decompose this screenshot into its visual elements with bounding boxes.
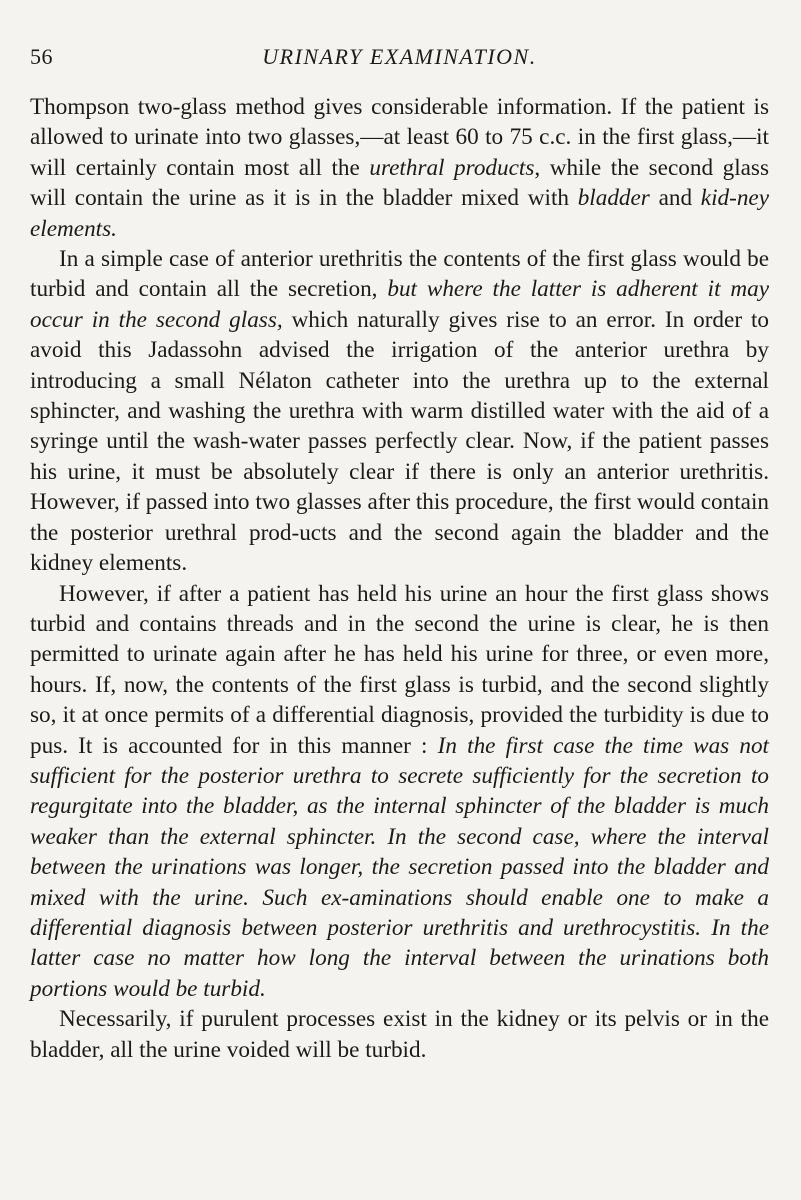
text-run: which naturally gives rise to an error. In order to avoid this Jadassohn advised the irrigation of the anterior urethra by introducing a small Nélaton catheter into the urethra up to the external sphincter, and washing the urethra with warm distilled water with the aid of a syringe until the wash-water passes perfectly clear. Now, if the patient passes his urine, it must be absolutely clear if there is only an anterior urethritis. However, if passed into two glasses after this procedure, the first would contain the posterior urethral prod-ucts and the second again the bladder and the kidney elements. bbox=[30, 306, 769, 577]
text-run: Thompson two-glass method gives considerable information. If the patient is allowed to urinate into two glasses,—at least 60 to 75 c.c. in the first glass,—it will certainly contain most all the bbox=[30, 94, 769, 181]
running-head bbox=[30, 44, 769, 78]
paragraph-4 bbox=[30, 1004, 769, 1065]
italic-run: In the first case the time was not sufficient for the posterior urethra to secrete sufficiently for the secretion to regurgitate into the bladder, as the internal sphincter of the bladder is much weaker than the external sphincter. In the second case, where the interval between the urinations was longer, the secretion passed into the bladder and mixed with the urine. Such ex-aminations should enable one to make a differential diagnosis between posterior urethritis and urethrocystitis. In the latter case no matter how long the interval between the urinations both portions would be turbid. bbox=[30, 732, 769, 1002]
text-run: However, if after a patient has held his urine an hour the first glass shows turbid and contains threads and in the second the urine is clear, he is then permitted to urinate again after he has held his urine for three, or even more, hours. If, now, the contents of the first glass is turbid, and the second slightly so, it at once permits of a differential diagnosis, provided the turbidity is due to pus. It is accounted for in this manner : bbox=[30, 580, 769, 759]
page-number: 56 bbox=[30, 44, 53, 69]
paragraph-3 bbox=[30, 579, 769, 1005]
text-run: and bbox=[649, 185, 701, 212]
italic-run: but where the latter is adherent it may occur in the second glass, bbox=[30, 276, 770, 333]
text-run: In a simple case of anterior urethritis the contents of the first glass would be turbid and contain all the secretion, bbox=[30, 246, 769, 303]
italic-run: kid-ney elements. bbox=[30, 185, 770, 242]
body-text bbox=[30, 92, 769, 1065]
italic-run: urethral products bbox=[369, 154, 535, 181]
italic-run: bladder bbox=[577, 185, 650, 212]
running-title: URINARY EXAMINATION. bbox=[262, 44, 537, 69]
paragraph-1 bbox=[30, 92, 769, 244]
text-run: , while the second glass will contain the urine as it is in the bladder mixed with bbox=[30, 154, 769, 212]
paragraph-2 bbox=[30, 244, 769, 578]
text-run: Necessarily, if purulent processes exist in the kidney or its pelvis or in the bladder, all the urine voided will be turbid. bbox=[30, 1006, 769, 1063]
